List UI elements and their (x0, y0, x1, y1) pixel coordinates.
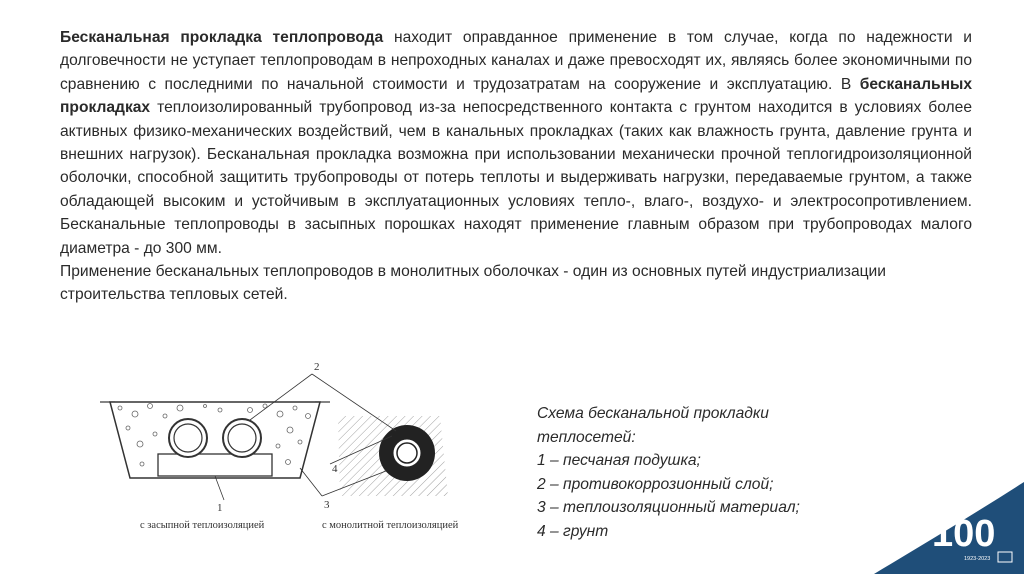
caption-line-1: Схема бесканальной прокладки (537, 405, 769, 422)
paragraph-1-part-4: теплоизолированный трубопровод из-за непосредственного контакта с грунтом находится в условиях более активных физико-механических воздействий, чем в канальных прокладках (таких как влажность грунта, давление грунта и внешних нагрузок). Бесканальная прокладка возможна при использовании механически прочной теплогидроизоляционной оболочки, способной защитить трубопроводы от потерь теплоты и выдерживать нагрузки, передаваемые грунтом, а также обладающей высоким и устойчивым в эксплуатационных условиях тепло-, влаго-, воздухо- и электросопротивлением. Бесканальные теплопроводы в засыпных порошках находят применение главным образом при трубопроводах малого диаметра - до 300 мм. (60, 99, 972, 257)
caption-line-3: 1 – песчаная подушка; (537, 452, 701, 470)
caption-line-4: 2 – противокоррозионный слой; (537, 475, 774, 493)
bold-term-1: Бесканальная прокладка теплопровода (60, 29, 384, 46)
caption-line-5: 3 – теплоизоляционный материал; (537, 499, 800, 517)
logo-years: 1923-2023 (964, 556, 991, 562)
label-num-1: 1 (217, 502, 223, 514)
main-text (60, 26, 972, 307)
label-num-2: 2 (314, 361, 320, 373)
caption-line-6: 4 – грунт (537, 522, 609, 540)
trench-with-backfill-insulation (100, 402, 330, 531)
paragraph-1-part-2: находит оправданное применение в том случае, когда по надежности и долговечности не уступает теплопроводам в непроходных каналах и даже превосходят их, являясь более экономичными по сравнению с последними по начальной стоимости и трудозатратам на сооружение и эксплуатацию. В (60, 29, 972, 93)
paragraph-1 (60, 26, 972, 260)
label-monolithic: с монолитной теплоизоляцией (322, 520, 459, 531)
label-num-3: 3 (324, 499, 330, 511)
label-num-4: 4 (332, 463, 338, 475)
label-backfill: с засыпной теплоизоляцией (140, 520, 265, 531)
bold-term-2: бесканальных прокладках (60, 75, 972, 117)
logo-number: 100 (932, 513, 996, 555)
paragraph-2: Применение бесканальных теплопроводов в монолитных оболочках - один из основных путей индустриализации строительства тепловых сетей. (60, 263, 886, 304)
pipe-laying-diagram (100, 356, 500, 536)
caption-line-2: теплосетей: (537, 428, 636, 446)
pipe-with-monolithic-insulation (322, 416, 459, 531)
anniversary-logo (814, 474, 1024, 574)
